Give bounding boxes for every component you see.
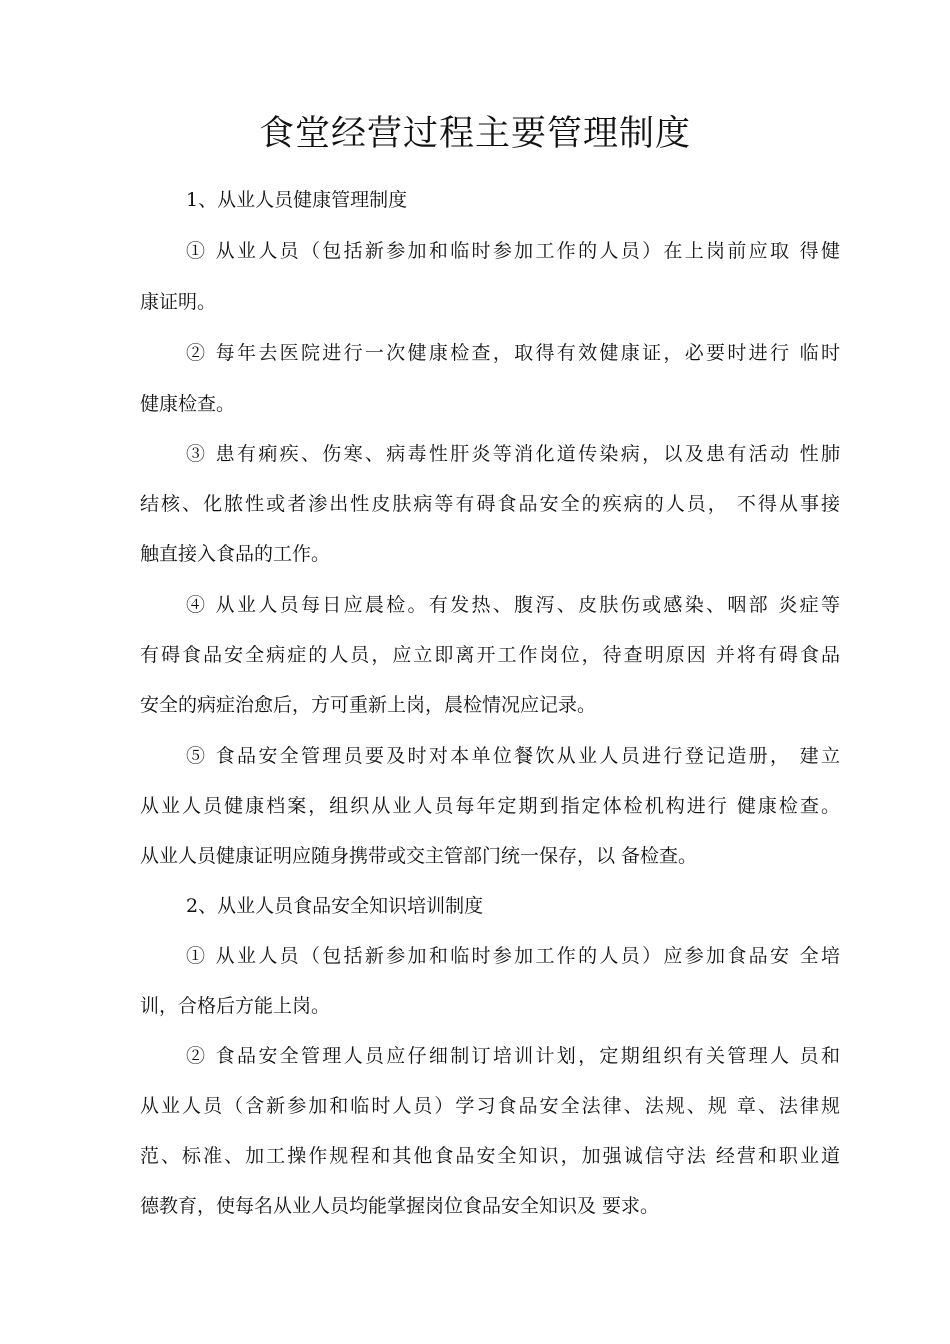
paragraph-line: 康证明。 [140,291,217,313]
paragraph-line: 训，合格后方能上岗。 [140,995,331,1017]
paragraph-line: 从业人员健康证明应随身携带或交主管部门统一保存，以 备检查。 [140,845,698,867]
paragraph-line: 范、标准、加工操作规程和其他食品安全知识，加强诚信守法 经营和职业道 [140,1145,840,1167]
paragraph-line: 安全的病症治愈后，方可重新上岗，晨检情况应记录。 [140,694,597,716]
paragraph-line: ⑤ 食品安全管理员要及时对本单位餐饮从业人员进行登记造册， 建立 [186,745,840,767]
section-heading-health: 1、从业人员健康管理制度 [186,189,408,211]
section-heading-training: 2、从业人员食品安全知识培训制度 [186,895,484,917]
paragraph-line: ① 从业人员（包括新参加和临时参加工作的人员）在上岗前应取 得健 [186,240,840,262]
paragraph-line: 触直接入食品的工作。 [140,543,331,565]
paragraph-line: ① 从业人员（包括新参加和临时参加工作的人员）应参加食品安 全培 [186,945,840,967]
document-title: 食堂经营过程主要管理制度 [258,114,691,154]
paragraph-line: ④ 从业人员每日应晨检。有发热、腹泻、皮肤伤或感染、咽部 炎症等 [186,594,840,616]
paragraph-line: ② 食品安全管理人员应仔细制订培训计划，定期组织有关管理人 员和 [186,1045,840,1067]
paragraph-line: 从业人员（含新参加和临时人员）学习食品安全法律、法规、规 章、法律规 [140,1095,840,1117]
paragraph-line: 德教育，使每名从业人员均能掌握岗位食品安全知识及 要求。 [140,1195,660,1217]
paragraph-line: 结核、化脓性或者渗出性皮肤病等有碍食品安全的疾病的人员， 不得从事接 [140,493,840,515]
paragraph-line: 有碍食品安全病症的人员，应立即离开工作岗位，待查明原因 并将有碍食品 [140,644,840,666]
paragraph-line: ② 每年去医院进行一次健康检查，取得有效健康证，必要时进行 临时 [186,342,840,364]
paragraph-line: ③ 患有痢疾、伤寒、病毒性肝炎等消化道传染病，以及患有活动 性肺 [186,443,840,465]
paragraph-line: 健康检查。 [140,393,236,415]
paragraph-line: 从业人员健康档案，组织从业人员每年定期到指定体检机构进行 健康检查。 [140,795,840,817]
